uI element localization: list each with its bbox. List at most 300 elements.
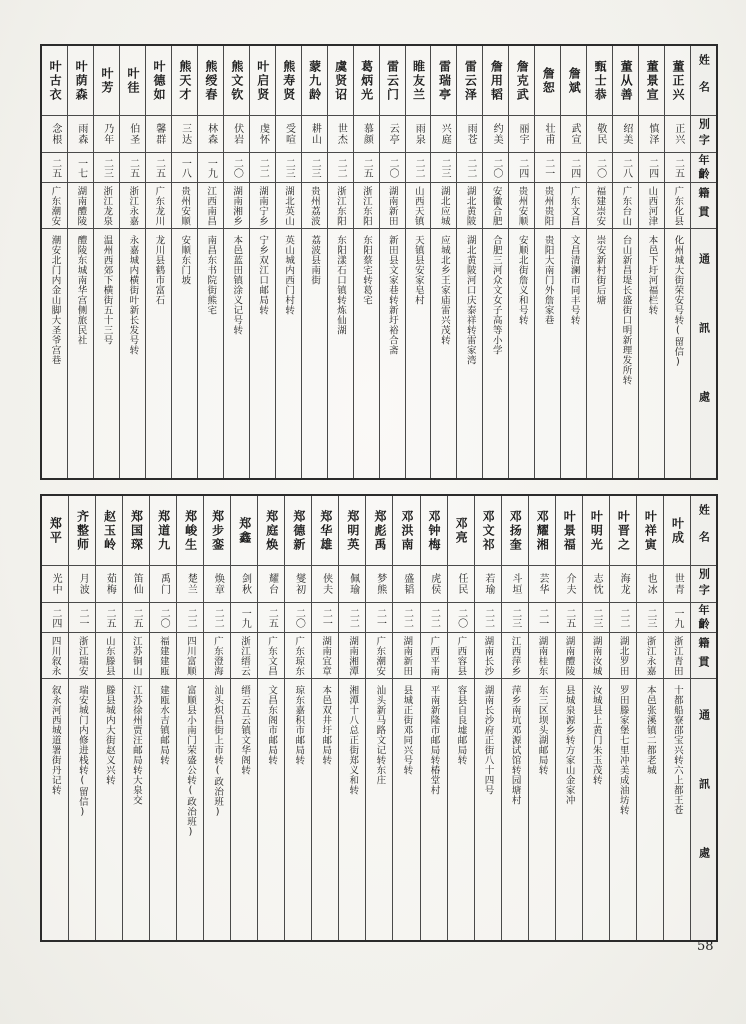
person-name: 睢友兰	[411, 59, 426, 102]
address-cell	[509, 229, 534, 478]
person-name-cell	[664, 496, 690, 566]
courtesy-name: 绍美	[620, 123, 632, 145]
entry-column	[284, 496, 311, 940]
age-value: 二五	[131, 607, 143, 628]
courtesy-name-cell	[68, 116, 93, 153]
age-value: 二五	[153, 157, 165, 178]
courtesy-name-cell	[123, 566, 149, 603]
courtesy-name: 念根	[49, 123, 61, 145]
upper-table	[40, 44, 718, 480]
native-place: 山西河津	[646, 185, 658, 226]
entry-column	[447, 496, 474, 940]
address: 十都船寮邵宝兴转六上都王苍	[671, 685, 683, 815]
native-place-cell	[42, 183, 67, 229]
person-name-cell	[421, 496, 447, 566]
person-name-cell	[123, 496, 149, 566]
address: 台山新昌堤长盛街口明新理发所转	[620, 235, 632, 385]
address-cell	[587, 229, 612, 478]
person-name: 赵玉岭	[102, 509, 117, 552]
entry-column	[528, 496, 555, 940]
age-value: 二〇	[293, 607, 305, 628]
address: 叙永河西城道署街丹记转	[49, 685, 61, 795]
address-cell	[68, 229, 93, 478]
address: 永嘉城内横街叶新长发号转	[127, 235, 139, 355]
address: 湖南长沙府正街八十四号	[482, 685, 494, 795]
age-value-cell	[529, 603, 555, 633]
native-place-cell	[224, 183, 249, 229]
courtesy-name-cell	[198, 116, 223, 153]
native-place: 贵州安顺	[179, 185, 191, 226]
age-value: 二二	[212, 607, 224, 628]
age-value-cell	[250, 153, 275, 183]
person-name-cell	[561, 46, 586, 116]
native-place-cell	[198, 183, 223, 229]
age-value: 二一	[320, 607, 332, 628]
courtesy-name: 耀台	[266, 573, 278, 595]
person-name-cell	[258, 496, 284, 566]
person-name-cell	[42, 496, 68, 566]
header-place-label: 籍貫	[697, 186, 710, 225]
age-value-cell	[583, 603, 609, 633]
native-place-cell	[587, 183, 612, 229]
native-place-cell	[457, 183, 482, 229]
native-place-cell	[42, 633, 68, 679]
address-cell	[406, 229, 431, 478]
age-value: 二〇	[455, 607, 467, 628]
native-place: 广东潮安	[374, 635, 386, 676]
person-name: 邓扬奎	[508, 509, 523, 552]
address-cell	[302, 229, 327, 478]
native-place-cell	[96, 633, 122, 679]
age-value: 一九	[239, 607, 251, 628]
person-name: 邓耀湘	[535, 509, 550, 552]
person-name: 邓钟梅	[427, 509, 442, 552]
courtesy-name-cell	[69, 566, 95, 603]
entry-column	[664, 46, 690, 478]
address: 富顺县小南门荣盛公转(政治班)	[185, 685, 197, 838]
address-cell	[250, 229, 275, 478]
person-name: 叶景福	[562, 509, 577, 552]
address-cell	[42, 679, 68, 940]
address-cell	[561, 229, 586, 478]
address: 英山城内西门村转	[283, 235, 295, 315]
address-cell	[94, 229, 119, 478]
entry-column	[638, 46, 664, 478]
entry-column	[508, 46, 534, 478]
native-place: 湖北黄陂	[464, 185, 476, 226]
age-value-cell	[448, 603, 474, 633]
native-place-cell	[556, 633, 582, 679]
person-name-cell	[610, 496, 636, 566]
courtesy-name: 耕山	[309, 123, 321, 145]
address: 新田县文家巷转新圩裕合斋	[386, 235, 398, 355]
address-cell	[172, 229, 197, 478]
entry-column	[257, 496, 284, 940]
courtesy-name-cell	[421, 566, 447, 603]
person-name-cell	[150, 496, 176, 566]
address-cell	[529, 679, 555, 940]
native-place: 广东琼东	[293, 635, 305, 676]
person-name-cell	[204, 496, 230, 566]
address: 汕头新马路文记转东庄	[374, 685, 386, 785]
native-place-cell	[94, 183, 119, 229]
courtesy-name: 伯圣	[127, 123, 139, 145]
address-cell	[150, 679, 176, 940]
native-place: 福建建瓯	[157, 635, 169, 676]
age-value-cell	[502, 603, 528, 633]
age-value: 二二	[335, 157, 347, 178]
courtesy-name: 侠夫	[320, 573, 332, 595]
entry-column	[501, 496, 528, 940]
address: 罗田滕家堡七里冲美成油坊转	[617, 685, 629, 815]
lower-table	[40, 494, 718, 942]
courtesy-name-cell	[150, 566, 176, 603]
address: 崇安新村街后塘	[594, 235, 606, 305]
age-value: 二二	[257, 157, 269, 178]
person-name: 叶晋之	[616, 509, 631, 552]
age-value: 二三	[590, 607, 602, 628]
entry-column	[275, 46, 301, 478]
person-name: 董正兴	[671, 59, 686, 102]
age-value-cell	[146, 153, 171, 183]
person-name-cell	[250, 46, 275, 116]
courtesy-name: 茹梅	[104, 573, 116, 595]
address: 安顺东门坡	[179, 235, 191, 285]
native-place: 湖南桂东	[536, 635, 548, 676]
age-value-cell	[664, 603, 690, 633]
address: 湖北黄陂河口庆泰祥转雷家湾	[464, 235, 476, 365]
courtesy-name: 海龙	[618, 573, 630, 595]
courtesy-name-cell	[613, 116, 638, 153]
header-addr-cell	[691, 679, 716, 940]
age-value: 二〇	[158, 607, 170, 628]
native-place-cell	[123, 633, 149, 679]
entry-column	[197, 46, 223, 478]
address: 县城泉源乡转方家山金家冲	[563, 685, 575, 805]
courtesy-name: 馨群	[153, 123, 165, 145]
address: 潮安北门内金山脚大圣爷宫巷	[49, 235, 61, 365]
courtesy-name-cell	[354, 116, 379, 153]
courtesy-name-cell	[639, 116, 664, 153]
age-value-cell	[258, 603, 284, 633]
native-place-cell	[250, 183, 275, 229]
native-place: 广西容县	[455, 635, 467, 676]
address-cell	[664, 679, 690, 940]
person-name-cell	[146, 46, 171, 116]
native-place: 湖南湘潭	[347, 635, 359, 676]
person-name-cell	[68, 46, 93, 116]
header-zi-cell	[691, 116, 716, 153]
person-name: 郑德新	[291, 509, 306, 552]
courtesy-name: 正兴	[672, 123, 684, 145]
age-value-cell	[613, 153, 638, 183]
entry-column	[582, 496, 609, 940]
age-value: 二五	[127, 157, 139, 178]
person-name: 熊寿贤	[281, 59, 296, 102]
address: 合肥三河众文女子高等小学	[490, 235, 502, 355]
person-name-cell	[231, 496, 257, 566]
address-cell	[431, 229, 456, 478]
native-place: 浙江东阳	[360, 185, 372, 226]
native-place: 山西天镇	[412, 185, 424, 226]
age-value-cell	[177, 603, 203, 633]
address-cell	[285, 679, 311, 940]
courtesy-name: 若瑜	[482, 573, 494, 595]
person-name-cell	[96, 496, 122, 566]
person-name: 董从善	[619, 59, 634, 102]
courtesy-name-cell	[610, 566, 636, 603]
person-name-cell	[475, 496, 501, 566]
address-cell	[637, 679, 663, 940]
entry-column	[67, 46, 93, 478]
header-zi-cell	[691, 566, 716, 603]
entry-column	[353, 46, 379, 478]
header-age-cell	[691, 153, 716, 183]
age-value-cell	[637, 603, 663, 633]
courtesy-name-cell	[529, 566, 555, 603]
age-value-cell	[120, 153, 145, 183]
address: 本邑双井圩邮局转	[320, 685, 332, 765]
courtesy-name: 斗垣	[509, 573, 521, 595]
native-place: 湖南汝城	[590, 635, 602, 676]
person-name: 叶成	[670, 516, 685, 545]
address: 本邑下圩河福栏转	[646, 235, 658, 315]
native-place-cell	[120, 183, 145, 229]
header-name-cell	[691, 496, 716, 566]
native-place-cell	[665, 183, 690, 229]
person-name: 詹斌	[567, 66, 582, 95]
courtesy-name: 武宣	[568, 123, 580, 145]
courtesy-name-cell	[172, 116, 197, 153]
address: 东三区坝头湖邮局转	[536, 685, 548, 775]
entry-column	[456, 46, 482, 478]
address: 贵阳大南门外詹家巷	[542, 235, 554, 325]
age-value: 二五	[49, 157, 61, 178]
person-name: 郑步銮	[210, 509, 225, 552]
person-name: 雷云泽	[463, 59, 478, 102]
courtesy-name-cell	[231, 566, 257, 603]
person-name: 叶芳	[100, 66, 115, 95]
courtesy-name-cell	[502, 566, 528, 603]
person-name: 詹克武	[515, 59, 530, 102]
age-value-cell	[366, 603, 392, 633]
courtesy-name: 云亭	[387, 123, 399, 145]
entry-column	[612, 46, 638, 478]
age-value: 二二	[412, 157, 424, 178]
native-place-cell	[146, 183, 171, 229]
courtesy-name-cell	[637, 566, 663, 603]
courtesy-name-cell	[406, 116, 431, 153]
courtesy-name-cell	[431, 116, 456, 153]
native-place: 湖南新田	[401, 635, 413, 676]
courtesy-name-cell	[583, 566, 609, 603]
age-value-cell	[610, 603, 636, 633]
age-value-cell	[556, 603, 582, 633]
entry-column	[149, 496, 176, 940]
native-place: 安徽合肥	[490, 185, 502, 226]
entry-column	[482, 46, 508, 478]
address-cell	[366, 679, 392, 940]
age-value: 二四	[646, 157, 658, 178]
entry-column	[68, 496, 95, 940]
address-cell	[177, 679, 203, 940]
native-place: 湖南长沙	[482, 635, 494, 676]
native-place-cell	[366, 633, 392, 679]
courtesy-name: 志忱	[591, 573, 603, 595]
age-value: 二〇	[594, 157, 606, 178]
age-value-cell	[475, 603, 501, 633]
person-name-cell	[198, 46, 223, 116]
native-place: 湖北应城	[438, 185, 450, 226]
courtesy-name-cell	[42, 566, 68, 603]
native-place-cell	[664, 633, 690, 679]
courtesy-name-cell	[42, 116, 67, 153]
courtesy-name-cell	[146, 116, 171, 153]
courtesy-name-cell	[665, 116, 690, 153]
address-cell	[665, 229, 690, 478]
person-name: 齐整师	[75, 509, 90, 552]
courtesy-name: 禹门	[158, 573, 170, 595]
native-place-cell	[258, 633, 284, 679]
native-place: 福建崇安	[594, 185, 606, 226]
courtesy-name-cell	[366, 566, 392, 603]
entry-column	[42, 46, 67, 478]
address-cell	[639, 229, 664, 478]
courtesy-name-cell	[475, 566, 501, 603]
age-value: 二五	[563, 607, 575, 628]
person-name-cell	[172, 46, 197, 116]
address-cell	[483, 229, 508, 478]
age-value: 二〇	[490, 157, 502, 178]
age-value-cell	[123, 603, 149, 633]
native-place: 浙江永嘉	[644, 635, 656, 676]
address: 容县自良墟邮局转	[455, 685, 467, 765]
entry-column	[223, 46, 249, 478]
header-addr-label: 通訊處	[697, 253, 711, 460]
person-name-cell	[613, 46, 638, 116]
address: 宁乡双江口邮局转	[257, 235, 269, 315]
age-value-cell	[639, 153, 664, 183]
entry-column	[93, 46, 119, 478]
courtesy-name: 受喧	[283, 123, 295, 145]
entry-column	[586, 46, 612, 478]
age-value: 二五	[103, 607, 115, 628]
address-cell	[339, 679, 365, 940]
address-cell	[120, 229, 145, 478]
age-value-cell	[535, 153, 560, 183]
entry-column	[338, 496, 365, 940]
courtesy-name-cell	[483, 116, 508, 153]
native-place-cell	[339, 633, 365, 679]
age-value-cell	[431, 153, 456, 183]
person-name-cell	[339, 496, 365, 566]
courtesy-name-cell	[285, 566, 311, 603]
courtesy-name: 虔怀	[257, 123, 269, 145]
native-place: 浙江龙泉	[101, 185, 113, 226]
header-zi-label: 別字	[697, 118, 711, 150]
age-value-cell	[42, 603, 68, 633]
entry-column	[203, 496, 230, 940]
age-value: 二二	[464, 157, 476, 178]
header-addr-cell	[691, 229, 716, 478]
native-place-cell	[502, 633, 528, 679]
age-value: 二二	[401, 607, 413, 628]
native-place-cell	[475, 633, 501, 679]
native-place: 广东潮安	[49, 185, 61, 226]
courtesy-name: 雨泉	[413, 123, 425, 145]
person-name: 詹用韬	[489, 59, 504, 102]
native-place: 湖北罗田	[617, 635, 629, 676]
age-value-cell	[561, 153, 586, 183]
person-name-cell	[94, 46, 119, 116]
address: 东阳蔡宅转葛宅	[360, 235, 372, 305]
age-value-cell	[483, 153, 508, 183]
entry-column	[405, 46, 431, 478]
address: 汝城县上黄门朱玉茂转	[590, 685, 602, 785]
entry-column	[365, 496, 392, 940]
person-name-cell	[639, 46, 664, 116]
person-name-cell	[177, 496, 203, 566]
address: 县城正街邓同兴号转	[401, 685, 413, 775]
person-name-cell	[42, 46, 67, 116]
address: 平南新隆市邮局转椿堂村	[428, 685, 440, 795]
native-place-cell	[380, 183, 405, 229]
native-place: 湖南新田	[386, 185, 398, 226]
age-value-cell	[94, 153, 119, 183]
native-place-cell	[302, 183, 327, 229]
age-value: 二八	[620, 157, 632, 178]
person-name: 叶祥寅	[643, 509, 658, 552]
entry-column	[230, 496, 257, 940]
header-addr-label: 通訊處	[697, 709, 711, 916]
person-name: 虞贤诏	[333, 59, 348, 102]
entry-column	[379, 46, 405, 478]
entry-column	[301, 46, 327, 478]
age-value: 二〇	[387, 157, 399, 178]
courtesy-name-cell	[393, 566, 419, 603]
entry-column	[171, 46, 197, 478]
age-value: 二二	[185, 607, 197, 628]
courtesy-name-cell	[457, 116, 482, 153]
native-place: 江西南昌	[205, 185, 217, 226]
address: 萍乡南坑邓源试馆转园塘村	[509, 685, 521, 805]
native-place: 江西萍乡	[509, 635, 521, 676]
address: 文昌东阁市邮局转	[266, 685, 278, 765]
person-name: 董景宣	[645, 59, 660, 102]
person-name-cell	[587, 46, 612, 116]
native-place-cell	[285, 633, 311, 679]
age-value: 二二	[347, 607, 359, 628]
native-place-cell	[421, 633, 447, 679]
person-name-cell	[448, 496, 474, 566]
native-place: 浙江缙云	[238, 635, 250, 676]
header-age-label: 年齡	[697, 153, 710, 182]
entry-column	[609, 496, 636, 940]
person-name: 雷瑞亭	[437, 59, 452, 102]
courtesy-name: 楚兰	[185, 573, 197, 595]
courtesy-name: 剑秋	[239, 573, 251, 595]
address: 应城北乡王家庙雷兴茂转	[438, 235, 450, 345]
age-value-cell	[421, 603, 447, 633]
native-place-cell	[276, 183, 301, 229]
native-place-cell	[637, 633, 663, 679]
address: 荔波县南街	[309, 235, 321, 285]
person-name: 叶明光	[589, 509, 604, 552]
courtesy-name: 敬民	[594, 123, 606, 145]
address: 本邑张溪镇二都老城	[644, 685, 656, 775]
age-value-cell	[302, 153, 327, 183]
courtesy-name: 燮初	[293, 573, 305, 595]
